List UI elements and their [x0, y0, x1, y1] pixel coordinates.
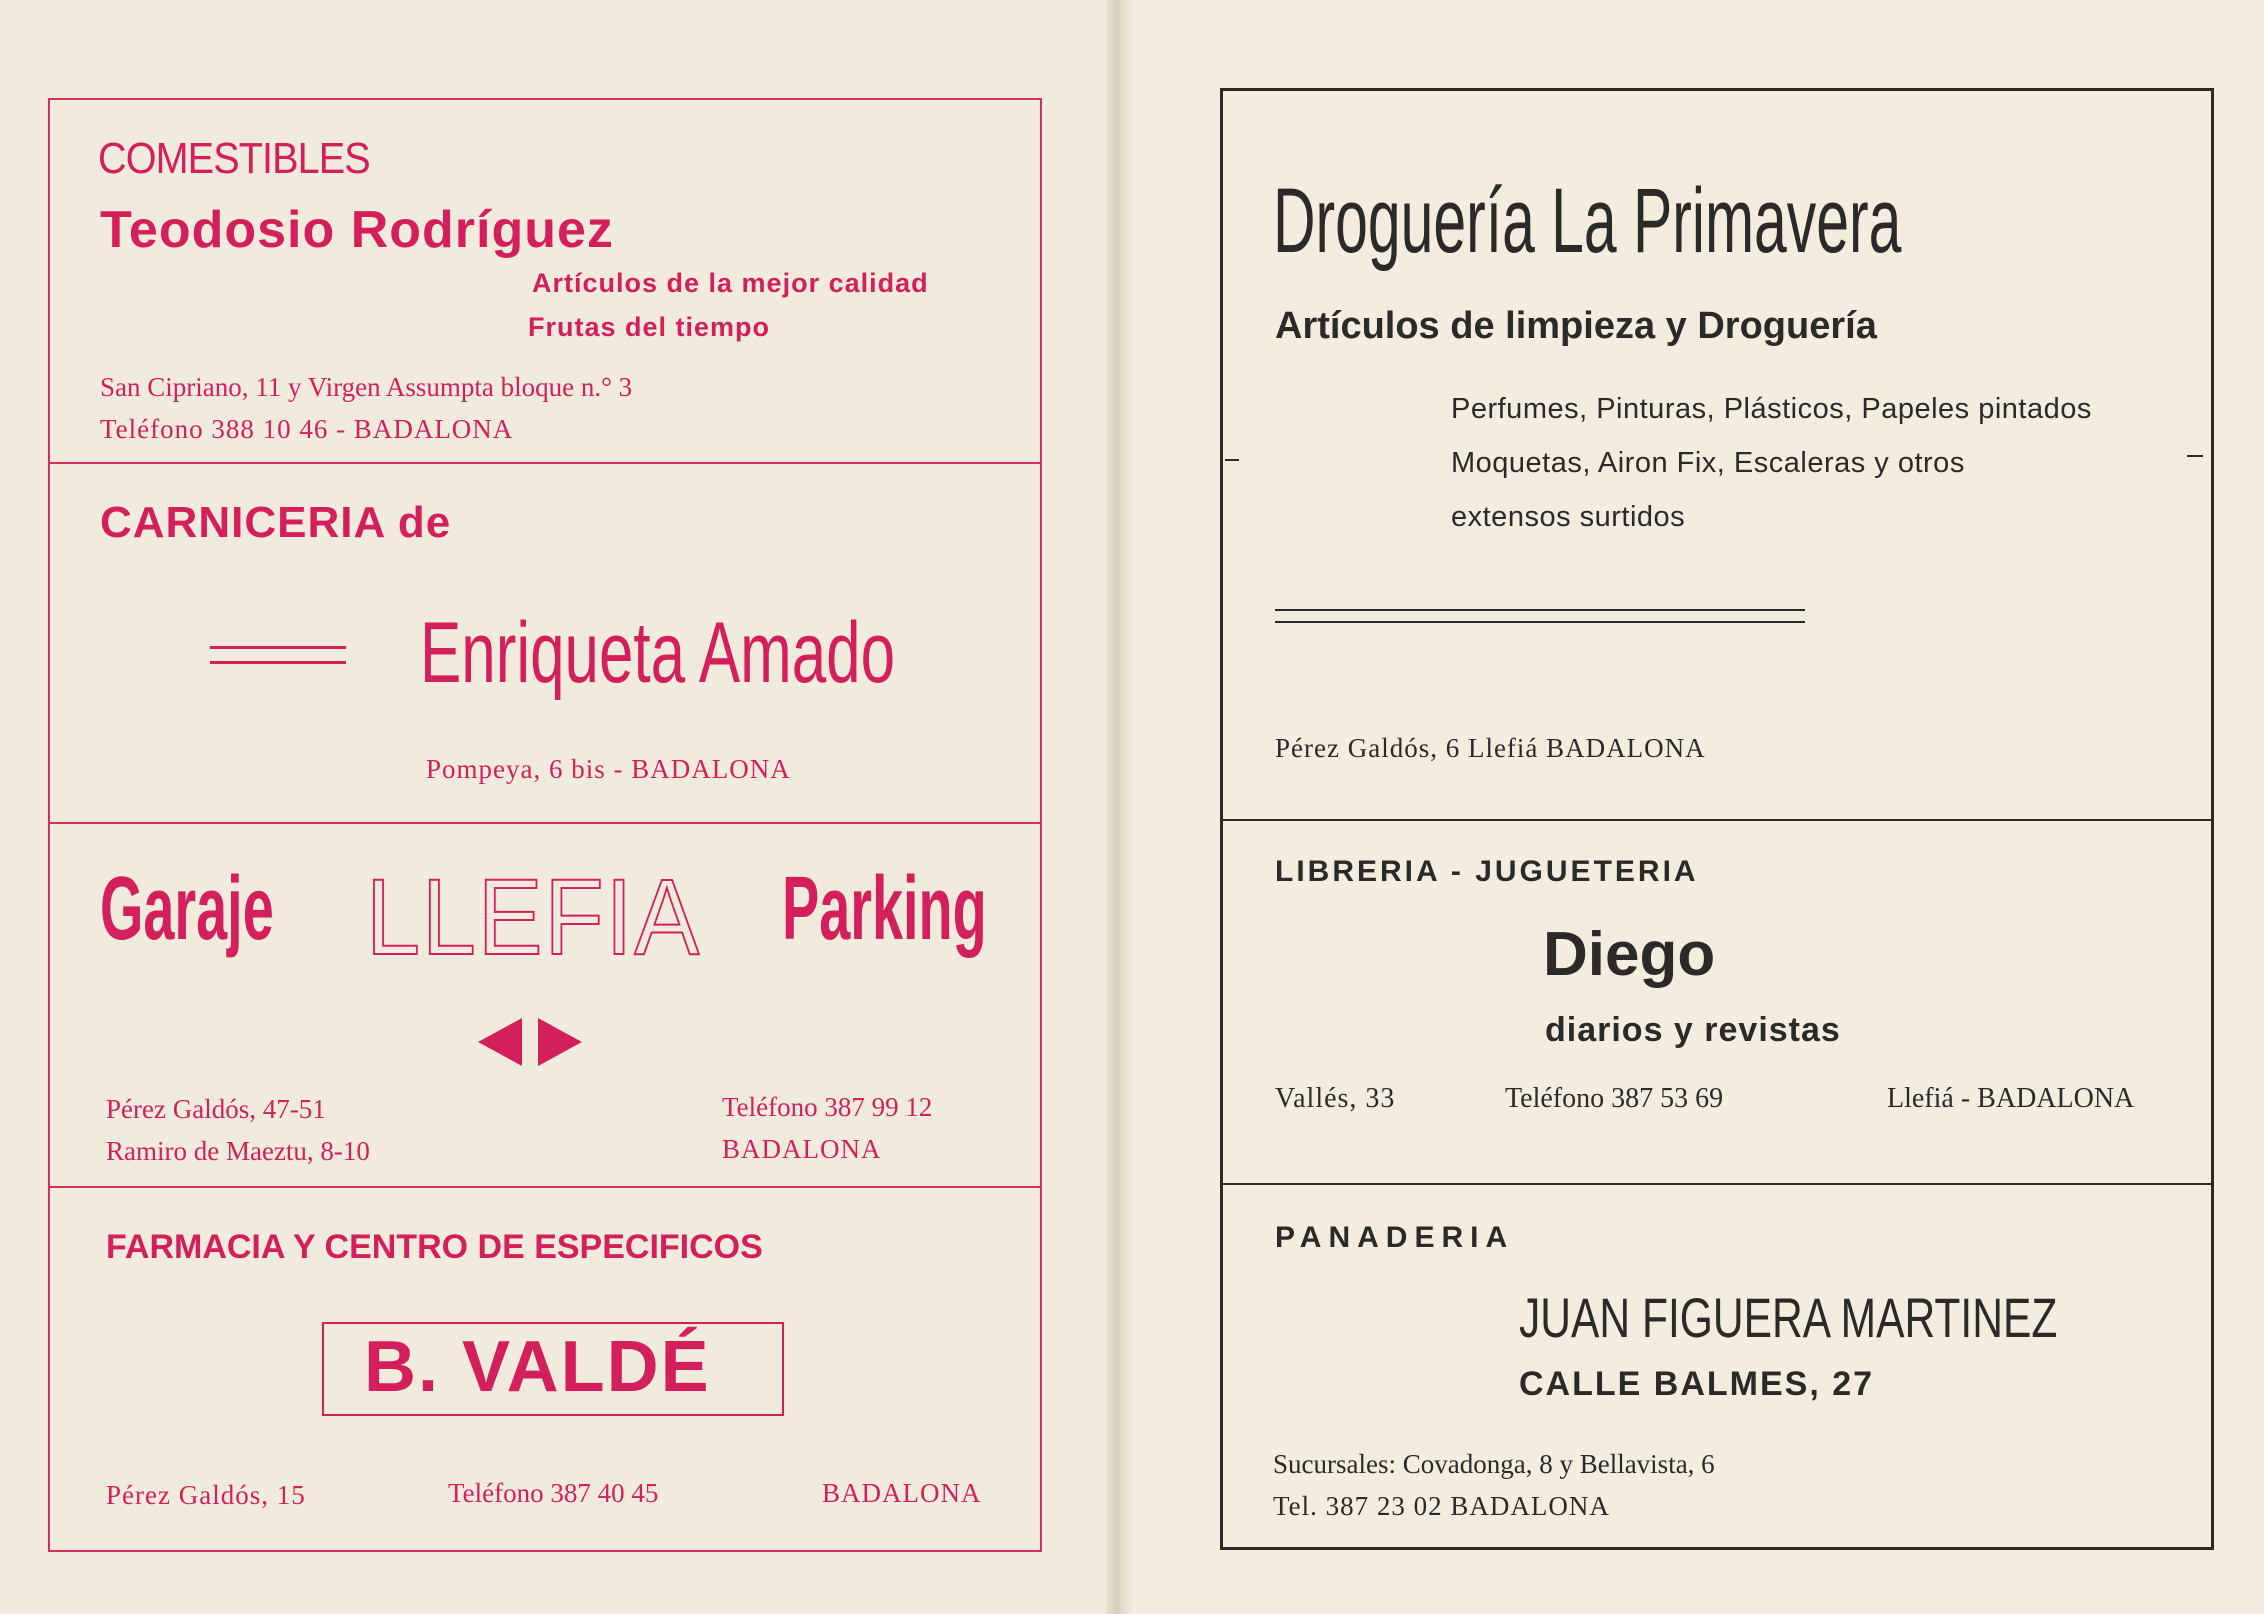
r-ad3-branches: Sucursales: Covadonga, 8 y Bellavista, 6	[1273, 1449, 1715, 1479]
ad3-arrows-icon	[478, 1012, 618, 1072]
ad2-double-rule	[210, 646, 346, 664]
ad4-kicker: FARMACIA Y CENTRO DE ESPECIFICOS	[106, 1228, 763, 1266]
ad3-word-garaje: Garaje	[100, 859, 274, 959]
ad4-name: B. VALDÉ	[364, 1327, 711, 1407]
ad3-word-parking: Parking	[782, 859, 987, 959]
r-ad1-line-3: extensos surtidos	[1451, 501, 1686, 533]
bleed-through-decoration	[0, 0, 1, 1]
r-ad2-name: Diego	[1543, 920, 1716, 989]
r-ad3-phone: Tel. 387 23 02 BADALONA	[1273, 1491, 1610, 1521]
ad1-tagline-1: Artículos de la mejor calidad	[532, 268, 929, 298]
ad3-address-2: Ramiro de Maeztu, 8-10	[106, 1136, 370, 1166]
right-ad-frame	[1220, 88, 2214, 1550]
r-ad3-street: CALLE BALMES, 27	[1519, 1365, 1875, 1403]
right-tick-mark	[2187, 455, 2203, 457]
ad4-section	[50, 1186, 1040, 1552]
r-ad3-kicker: PANADERIA	[1275, 1221, 1515, 1254]
ad3-phone: Teléfono 387 99 12	[722, 1092, 933, 1122]
r-ad2-city: Llefiá - BADALONA	[1887, 1083, 2135, 1114]
r-ad1-double-rule	[1275, 609, 1805, 623]
r-ad1-name: Droguería La Primavera	[1273, 170, 1902, 272]
ad1-tagline-2: Frutas del tiempo	[528, 312, 771, 342]
ad3-section	[50, 822, 1040, 1188]
right-arrow-icon	[538, 1018, 582, 1066]
left-arrow-icon	[478, 1018, 522, 1066]
ad2-kicker: CARNICERIA de	[100, 498, 452, 547]
ad3-address-1: Pérez Galdós, 47-51	[106, 1094, 326, 1124]
r-ad2-kicker: LIBRERIA - JUGUETERIA	[1275, 855, 1699, 888]
ad2-address: Pompeya, 6 bis - BADALONA	[426, 754, 791, 784]
ad4-address: Pérez Galdós, 15	[106, 1480, 306, 1510]
r-ad2-subtitle: diarios y revistas	[1545, 1011, 1841, 1049]
r-ad3-name: JUAN FIGUERA MARTINEZ	[1519, 1286, 2058, 1349]
ad4-phone: Teléfono 387 40 45	[448, 1478, 659, 1508]
r-ad1-line-2: Moquetas, Airon Fix, Escaleras y otros	[1451, 447, 1965, 479]
r-ad1-line-1: Perfumes, Pinturas, Plásticos, Papeles pintados	[1451, 393, 2092, 425]
r-ad2-address: Vallés, 33	[1275, 1083, 1396, 1114]
book-gutter	[1106, 0, 1132, 1614]
ad3-word-llefia: LLEFIA	[366, 856, 701, 977]
r-ad1-address: Pérez Galdós, 6 Llefiá BADALONA	[1275, 733, 1706, 763]
ad1-kicker: COMESTIBLES	[98, 134, 370, 183]
ad1-phone: Teléfono 388 10 46 - BADALONA	[100, 414, 514, 444]
ad2-section	[50, 462, 1040, 824]
ad2-name: Enriqueta Amado	[420, 605, 896, 701]
r-ad2-section	[1223, 819, 2211, 1185]
r-ad2-phone: Teléfono 387 53 69	[1505, 1083, 1724, 1114]
left-tick-mark	[1225, 459, 1239, 461]
r-ad3-section	[1223, 1183, 2211, 1549]
ad3-city: BADALONA	[722, 1134, 882, 1164]
left-ad-frame	[48, 98, 1042, 1552]
ad1-address: San Cipriano, 11 y Virgen Assumpta bloque n.° 3	[100, 372, 633, 402]
ad4-city: BADALONA	[822, 1478, 982, 1508]
ad1-name: Teodosio Rodríguez	[100, 201, 614, 259]
r-ad1-subtitle: Artículos de limpieza y Droguería	[1275, 305, 1877, 347]
